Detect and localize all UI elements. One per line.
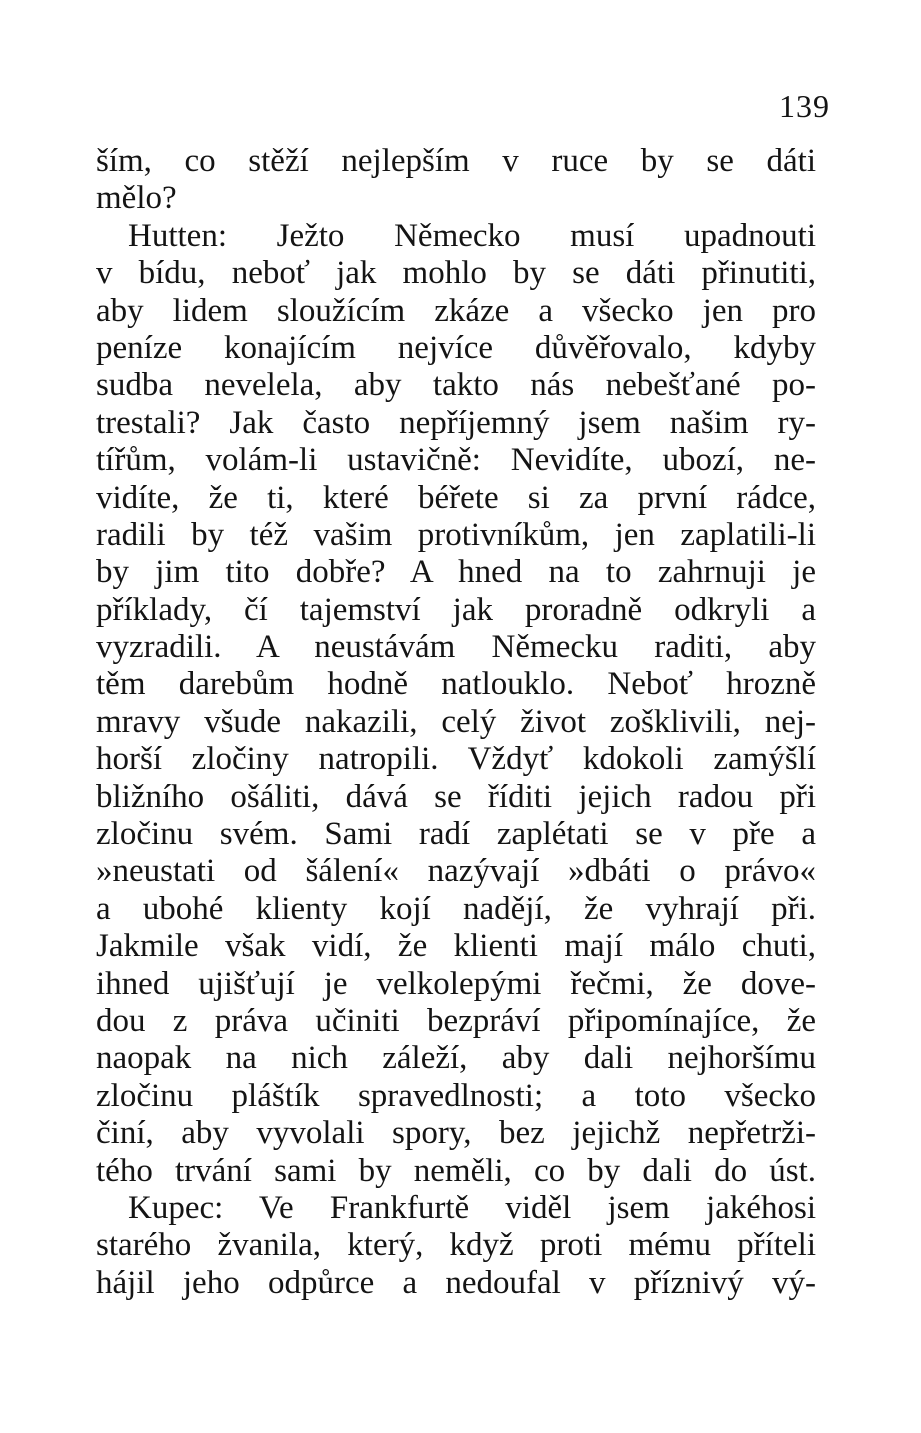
text-line: »neustati od šálení« nazývají »dbáti o právo« (96, 853, 816, 890)
text-line: naopak na nich záleží, aby dali nejhoršímu (96, 1040, 816, 1077)
text-line: a ubohé klienty kojí nadějí, že vyhrají při. (96, 890, 816, 927)
text-line: těm darebům hodně natlouklo. Neboť hrozně (96, 666, 816, 703)
text-line: bližního ošáliti, dává se říditi jejich radou při (96, 778, 816, 815)
text-line: ším, co stěží nejlepším v ruce by se dáti (96, 143, 816, 179)
text-line: činí, aby vyvolali spory, bez jejichž nepřetrži- (96, 1115, 816, 1152)
text-line: Jakmile však vidí, že klienti mají málo chuti, (96, 928, 816, 965)
text-line: by jim tito dobře? A hned na to zahrnuji je (96, 554, 816, 591)
text-line: peníze konajícím nejvíce důvěřovalo, kdyby (96, 329, 816, 366)
text-line: vyzradili. A neustávám Německu raditi, aby (96, 629, 816, 666)
text-line: trestali? Jak často nepříjemný jsem našim ry- (96, 404, 816, 441)
text-line: Kupec: Ve Frankfurtě viděl jsem jakéhosi (128, 1189, 816, 1226)
text-line: zločinu pláštík spravedlnosti; a toto všecko (96, 1077, 816, 1114)
text-line: hájil jeho odpůrce a nedoufal v příznivý vý- (96, 1264, 816, 1301)
text-line: v bídu, neboť jak mohlo by se dáti přinutiti, (96, 255, 816, 292)
text-line: tého trvání sami by neměli, co by dali do úst. (96, 1152, 816, 1189)
body-text (96, 143, 816, 1302)
text-line: radili by též vašim protivníkům, jen zaplatili-li (96, 516, 816, 553)
text-line: mělo? (96, 180, 177, 217)
text-line: mravy všude nakazili, celý život zošklivili, nej- (96, 703, 816, 740)
text-line: ihned ujišťují je velkolepými řečmi, že dove- (96, 965, 816, 1002)
page-number: 139 (779, 88, 830, 124)
text-line: tířům, volám-li ustavičně: Nevidíte, ubozí, ne- (96, 442, 816, 479)
text-line: starého žvanila, který, když proti mému příteli (96, 1227, 816, 1264)
text-line: zločinu svém. Sami radí zaplétati se v pře a (96, 816, 816, 853)
text-line: příklady, čí tajemství jak proradně odkryli a (96, 591, 816, 628)
text-line: sudba nevelela, aby takto nás nebešťané po- (96, 367, 816, 404)
text-line: vidíte, že ti, které béřete si za první rádce, (96, 479, 816, 516)
text-line: aby lidem sloužícím zkáze a všecko jen pro (96, 292, 816, 329)
text-line: Hutten: Ježto Německo musí upadnouti (128, 217, 816, 254)
text-line: dou z práva učiniti bezpráví připomínajíce, že (96, 1002, 816, 1039)
text-line: horší zločiny natropili. Vždyť kdokoli zamýšlí (96, 741, 816, 778)
